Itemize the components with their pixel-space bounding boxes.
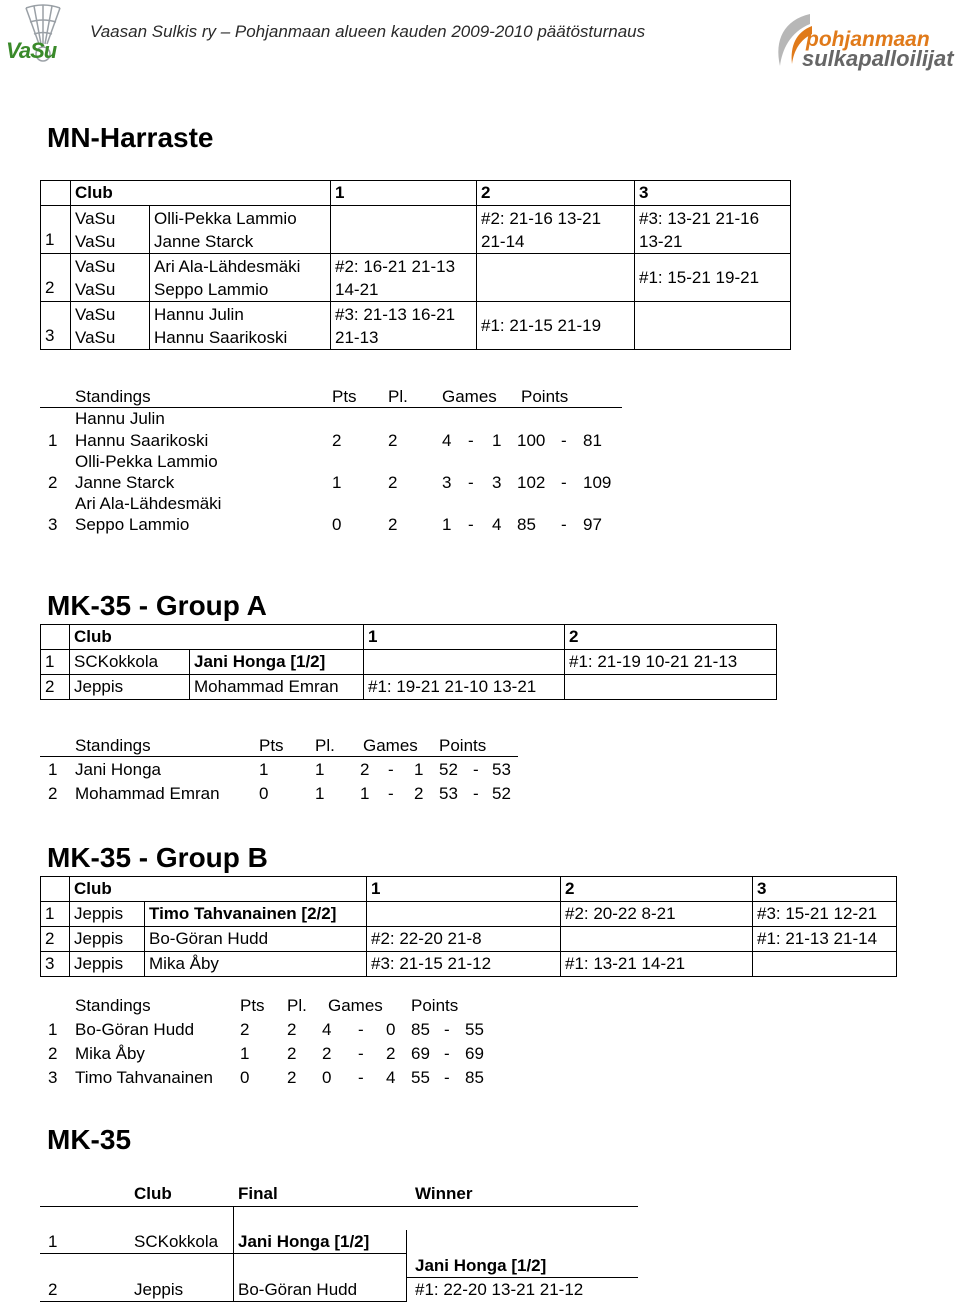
standings-header-pl: Pl. <box>315 736 335 755</box>
score-cell <box>753 952 897 977</box>
table-row <box>41 927 897 952</box>
section-heading-final: MK-35 <box>47 1124 132 1155</box>
row-number: 2 <box>41 675 70 700</box>
standings-header: Standings <box>75 387 151 406</box>
table-row <box>41 254 791 302</box>
standings-header-pl: Pl. <box>287 996 307 1015</box>
club-cell: Jeppis <box>70 902 145 927</box>
header-title: Vaasan Sulkis ry – Pohjanmaan alueen kauden 2009-2010 päätösturnaus <box>90 22 646 41</box>
col-header-2: 2 <box>477 181 635 206</box>
table-header-row <box>41 625 777 650</box>
score-cell <box>561 927 753 952</box>
score-cell <box>477 254 635 302</box>
table-header-row <box>41 877 897 902</box>
player-cell: Ari Ala-Lähdesmäki Seppo Lammio <box>150 254 331 302</box>
score-cell: #3: 13-21 21-16 13-21 <box>635 206 791 254</box>
section-heading-group-a: MK-35 - Group A <box>47 590 267 621</box>
col-header-2: 2 <box>561 877 753 902</box>
col-header-club: Club <box>134 1184 172 1203</box>
col-header-1: 1 <box>364 625 565 650</box>
score-cell <box>635 302 791 350</box>
score-cell <box>364 650 565 675</box>
player-cell: Mika Åby <box>145 952 367 977</box>
standings-header-games: Games <box>442 387 497 406</box>
player-cell: Bo-Göran Hudd <box>145 927 367 952</box>
score-cell <box>367 902 561 927</box>
col-header-3: 3 <box>753 877 897 902</box>
score-cell <box>331 206 477 254</box>
group-b-standings: Standings Pts Pl. Games Points 1 Bo-Göran Hudd 2 2 4 - 0 85 - 55 2 Mika Åby 1 2 2 - 2 69 - 69 3 Timo Tahvanainen 0 2 0 - 4 55 - 85 <box>48 996 484 1087</box>
mn-results-table <box>40 180 791 350</box>
score-cell: #2: 21-16 13-21 21-14 <box>477 206 635 254</box>
standings-header-points: Points <box>439 736 487 755</box>
club-cell: SCKokkola <box>70 650 190 675</box>
col-header-3: 3 <box>635 181 791 206</box>
club-cell: Jeppis <box>70 927 145 952</box>
col-header-club: Club <box>70 625 364 650</box>
club-cell: Jeppis <box>70 952 145 977</box>
player-cell: Olli-Pekka Lammio Janne Starck <box>150 206 331 254</box>
club-cell: VaSu VaSu <box>71 206 150 254</box>
row-number: 1 <box>41 650 70 675</box>
table-row <box>41 206 791 254</box>
bracket-line <box>406 1230 407 1302</box>
standings-header-points: Points <box>411 996 459 1015</box>
col-header-final: Final <box>238 1184 278 1203</box>
score-cell: #2: 20-22 8-21 <box>561 902 753 927</box>
score-cell <box>565 675 777 700</box>
logo-right-bottom: sulkapalloilijat <box>802 46 954 71</box>
score-cell: #1: 19-21 21-10 13-21 <box>364 675 565 700</box>
row-divider <box>40 1253 406 1254</box>
club-cell: VaSu VaSu <box>71 302 150 350</box>
table-row <box>41 675 777 700</box>
score-cell: #3: 15-21 12-21 <box>753 902 897 927</box>
row-number: 3 <box>41 302 71 350</box>
group-a-results-table <box>40 624 777 700</box>
standings-header: Standings <box>75 736 151 755</box>
winner-underline <box>406 1277 638 1278</box>
standings-header: Standings <box>75 996 151 1015</box>
standings-header-pts: Pts <box>240 996 265 1015</box>
col-header-1: 1 <box>367 877 561 902</box>
standings-header-games: Games <box>328 996 383 1015</box>
standings-header-points: Points <box>521 387 569 406</box>
logo-right-top: pohjanmaan <box>806 28 930 51</box>
table-row <box>41 650 777 675</box>
standings-header-pl: Pl. <box>388 387 408 406</box>
header-underline <box>40 1206 638 1207</box>
player-cell: Jani Honga [1/2] <box>190 650 364 675</box>
table-row <box>41 302 791 350</box>
standings-underline <box>40 756 518 757</box>
player-cell: Timo Tahvanainen [2/2] <box>145 902 367 927</box>
standings-header-pts: Pts <box>259 736 284 755</box>
standings-header-pts: Pts <box>332 387 357 406</box>
score-cell: #1: 21-15 21-19 <box>477 302 635 350</box>
score-cell: #2: 22-20 21-8 <box>367 927 561 952</box>
column-divider <box>233 1206 234 1302</box>
section-heading-group-b: MK-35 - Group B <box>47 842 268 873</box>
pohjanmaan-logo <box>770 8 956 72</box>
player-cell: Hannu Julin Hannu Saarikoski <box>150 302 331 350</box>
score-cell: #1: 15-21 19-21 <box>635 254 791 302</box>
winner-name: Jani Honga [1/2] <box>415 1256 547 1275</box>
score-cell: #1: 13-21 14-21 <box>561 952 753 977</box>
row-number: 2 <box>41 254 71 302</box>
group-b-results-table <box>40 876 897 977</box>
score-cell: #1: 21-13 21-14 <box>753 927 897 952</box>
club-cell: Jeppis <box>70 675 190 700</box>
score-cell: #3: 21-15 21-12 <box>367 952 561 977</box>
row-number: 2 <box>41 927 70 952</box>
row-number: 1 <box>41 206 71 254</box>
winner-score: #1: 22-20 13-21 21-12 <box>415 1280 584 1299</box>
logo-text: VaSu <box>6 38 57 63</box>
player-cell: Mohammad Emran <box>190 675 364 700</box>
score-cell: #3: 21-13 16-21 21-13 <box>331 302 477 350</box>
row-number: 3 <box>41 952 70 977</box>
col-header-club: Club <box>70 877 367 902</box>
mn-standings: Standings Pts Pl. Games Points Hannu Julin 1 Hannu Saarikoski 2 2 4 - 1 100 - 81 Olli-Pekka Lammio 2 Janne Starck 1 2 3 - 3 102 - 109 Ari Ala-Lähdesmäki 3 Seppo Lammio 0 2 1 - 4 85 - 97 <box>40 386 640 546</box>
club-cell: VaSu VaSu <box>71 254 150 302</box>
table-header-row <box>41 181 791 206</box>
score-cell: #1: 21-19 10-21 21-13 <box>565 650 777 675</box>
col-header-winner: Winner <box>415 1184 473 1203</box>
col-header-2: 2 <box>565 625 777 650</box>
col-header-1: 1 <box>331 181 477 206</box>
table-row <box>41 952 897 977</box>
vasu-logo <box>6 4 80 68</box>
group-a-standings: Standings Pts Pl. Games Points 1 Jani Honga 1 1 2 - 1 52 - 53 2 Mohammad Emran 0 1 1 - 2 53 - 52 <box>40 735 520 807</box>
section-heading-mn: MN-Harraste <box>47 122 214 153</box>
row-number: 1 <box>41 902 70 927</box>
col-header-club: Club <box>71 181 331 206</box>
score-cell: #2: 16-21 21-13 14-21 <box>331 254 477 302</box>
standings-header-games: Games <box>363 736 418 755</box>
table-row <box>41 902 897 927</box>
